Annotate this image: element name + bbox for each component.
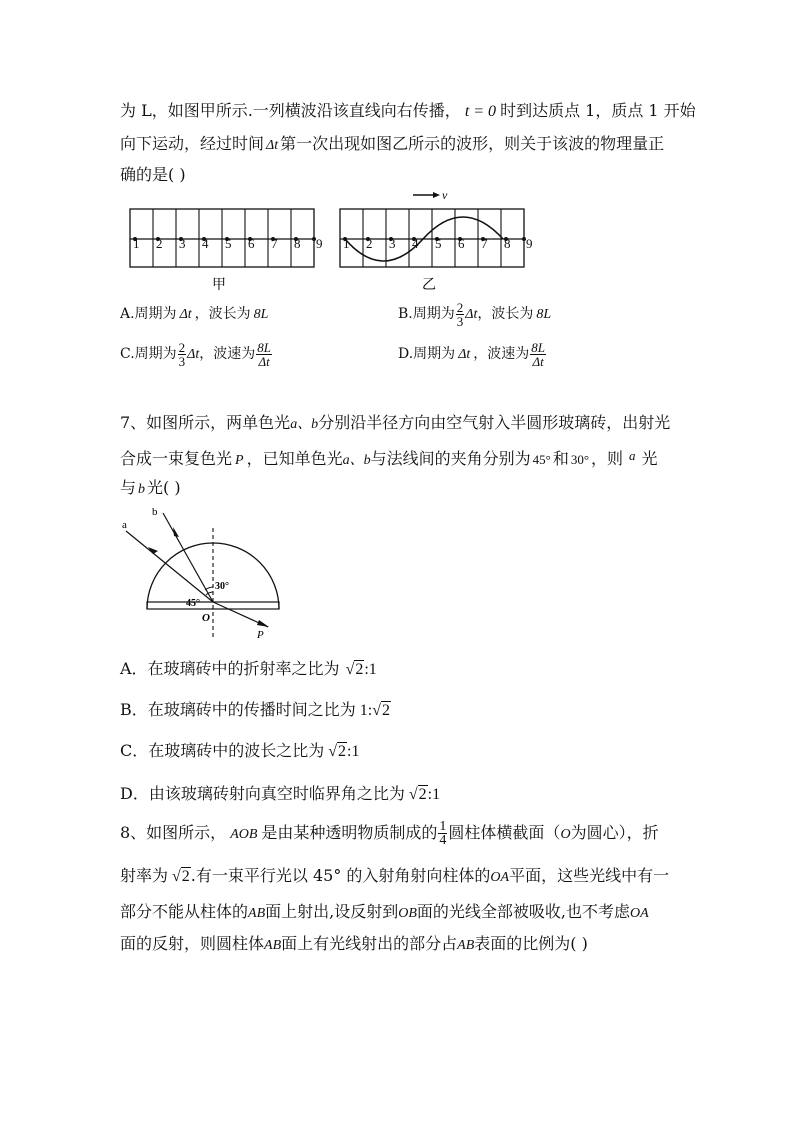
q7-option-c[interactable]: C．在玻璃砖中的波长之比为 √2:1 (120, 741, 360, 760)
label-b: b (152, 506, 158, 518)
label-30: 30° (215, 581, 229, 592)
q7-stem-line3: 与 b 光( ) (120, 478, 181, 497)
point-label: 9 (316, 236, 323, 251)
point-label: 1 (133, 236, 140, 251)
point-label: 7 (481, 236, 488, 251)
label-p: P (257, 629, 264, 641)
point-label: 6 (458, 236, 465, 251)
figure-jia-point-labels (133, 236, 323, 251)
point-label: 8 (504, 236, 511, 251)
q8-stem-line4: 面的反射，则圆柱体AB面上有光线射出的部分占AB表面的比例为( ) (120, 934, 588, 953)
q6-stem-line3: 确的是( ) (120, 165, 186, 184)
q8-stem-line2: 射率为 √2.有一束平行光以 45° 的入射角射向柱体的OA平面，这些光线中有一 (120, 866, 670, 885)
q7-stem-line2: 合成一束复色光 P ，已知单色光a、b与法线间的夹角分别为 45° 和 30° ，则 $^a$ 光 (120, 448, 658, 468)
figure-yi-point-labels (343, 236, 533, 251)
point-label: 4 (202, 236, 209, 251)
point-label: 3 (179, 236, 186, 251)
figure-jia-label: 甲 (212, 278, 226, 293)
point-label: 9 (526, 236, 533, 251)
point-label: 5 (435, 236, 442, 251)
point-label: 1 (343, 236, 350, 251)
label-o: O (202, 612, 210, 624)
semicircle-figure (118, 503, 288, 643)
q7-stem-line1: 7、如图所示，两单色光a、b分别沿半径方向由空气射入半圆形玻璃砖，出射光 (120, 413, 671, 432)
q6-option-b[interactable]: B.周期为 $\frac{2}{3}$ Δt，波长为 8L (398, 299, 552, 329)
point-label: 2 (156, 236, 163, 251)
ray-b (163, 513, 213, 602)
q6-option-d[interactable]: D.周期为 Δt ，波速为 $\frac{8L}{\Delta t}$ (398, 339, 546, 369)
q7-option-b[interactable]: B．在玻璃砖中的传播时间之比为 1:√2 (120, 700, 390, 719)
label-45: 45° (186, 598, 200, 609)
q6-stem-line1: 为 L，如图甲所示.一列横波沿该直线向右传播， t = 0 时到达质点 1，质点 1 开始 (120, 101, 696, 120)
figure-yi-grid (340, 192, 526, 267)
q8-stem-line3: 部分不能从柱体的AB面上射出,设反射到OB面的光线全部被吸收,也不考虑OA (120, 902, 649, 921)
point-label: 4 (412, 236, 419, 251)
point-label: 5 (225, 236, 232, 251)
point-label: 2 (366, 236, 373, 251)
wave-figure (120, 186, 540, 296)
q7-option-a[interactable]: A．在玻璃砖中的折射率之比为 √2:1 (120, 659, 377, 678)
point-label: 6 (248, 236, 255, 251)
point-label: 8 (294, 236, 301, 251)
q6-option-c[interactable]: C.周期为 $\frac{2}{3}$ Δt，波速为 $\frac{8L}{\Delta t}$ (120, 339, 272, 369)
q6-stem-line2: 向下运动，经过时间 Δt 第一次出现如图乙所示的波形，则关于该波的物理量正 (120, 134, 665, 153)
q7-option-d[interactable]: D．由该玻璃砖射向真空时临界角之比为 √2:1 (120, 784, 441, 803)
q8-stem-line1: 8、如图所示， AOB 是由某种透明物质制成的 $\frac{1}{4}$ 圆柱体横截面（O为圆心），折 (120, 819, 659, 848)
point-label: 7 (271, 236, 278, 251)
q6-option-a[interactable]: A.周期为 Δt ，波长为 8L (120, 306, 269, 322)
ray-a (126, 531, 213, 602)
point-label: 3 (389, 236, 396, 251)
label-a: a (122, 519, 127, 531)
figure-yi-label: 乙 (422, 278, 436, 293)
velocity-label: v (442, 188, 448, 202)
